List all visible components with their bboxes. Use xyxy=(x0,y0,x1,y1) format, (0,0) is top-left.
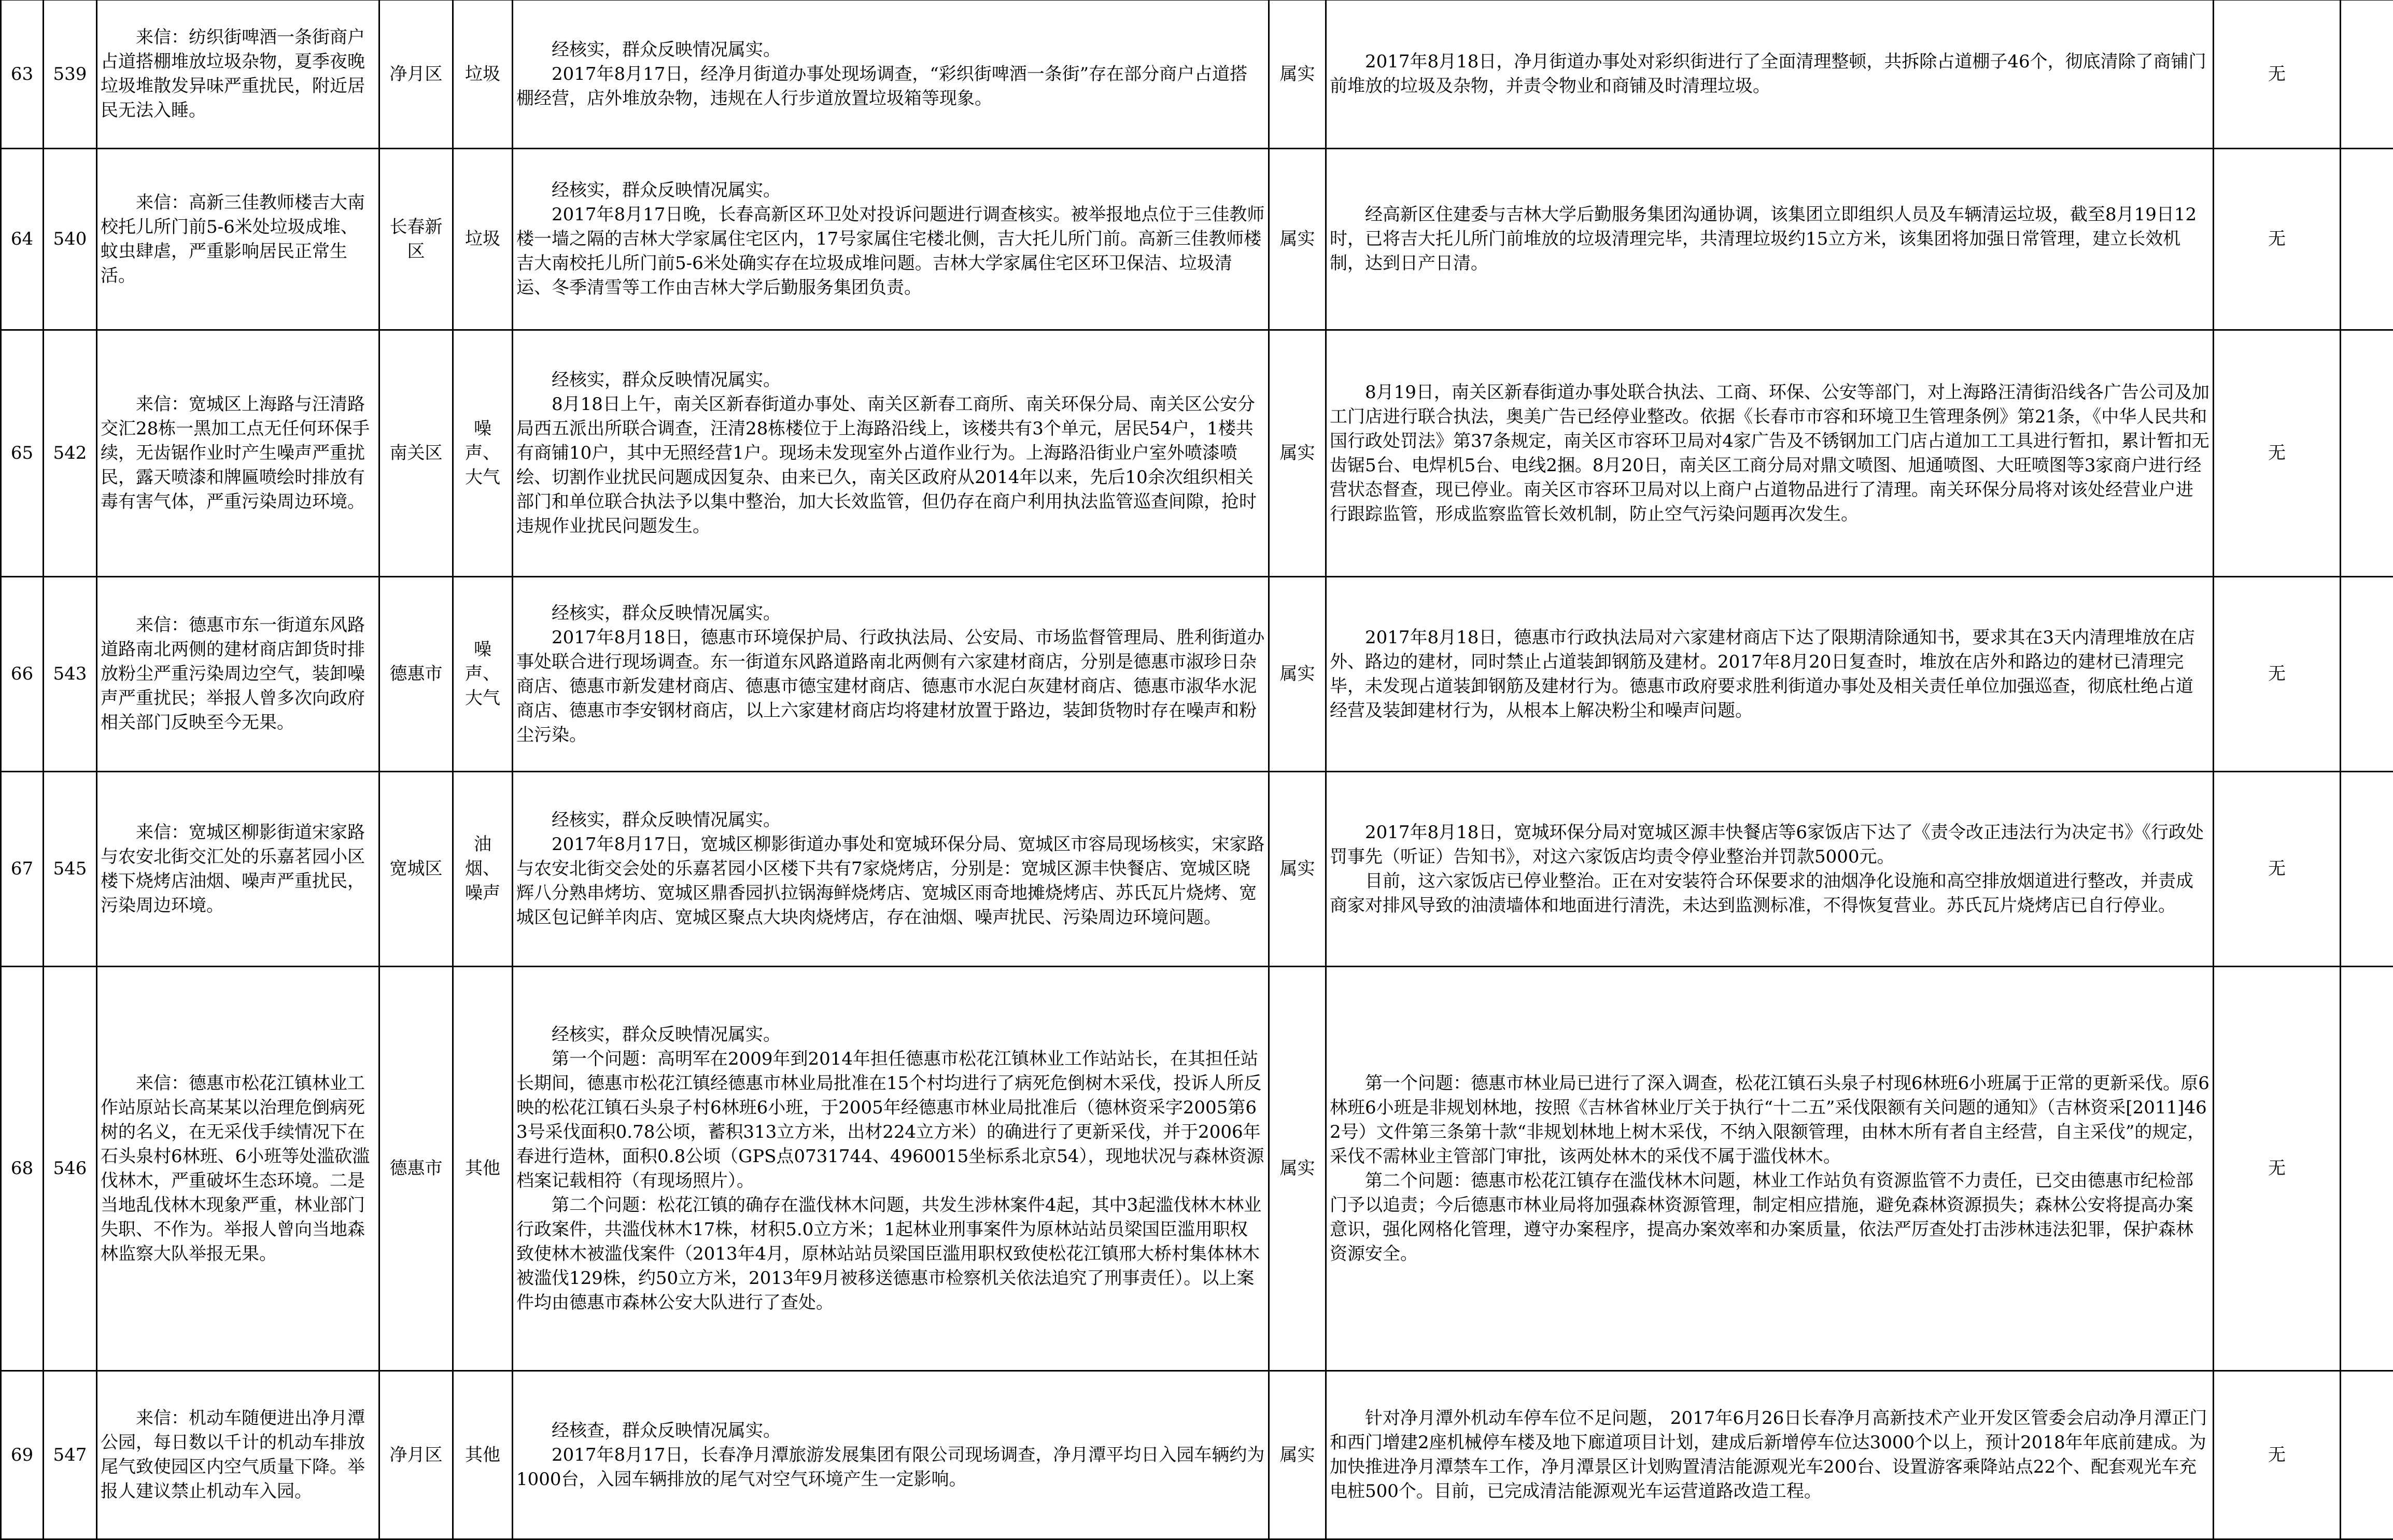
investigation-cell xyxy=(513,149,1269,330)
investigation-cell xyxy=(513,967,1269,1371)
investigation-cell xyxy=(513,1371,1269,1539)
category-cell: 噪声、大气 xyxy=(453,330,513,577)
handling-paragraph: 第二个问题：德惠市松花江镇存在滥伐林木问题，林业工作站负有资源监管不力责任，已交由德惠市纪检部门予以追责；今后德惠市林业局将加强森林资源管理，制定相应措施，避免森林资源损失；森林公安将提高办案意识，强化网格化管理，遵守办案程序，提高办案效率和办案质量，依法严厉查处打击涉林违法犯罪，保护森林资源安全。 xyxy=(1330,1169,2209,1266)
row-seq-cell: 63 xyxy=(1,0,44,149)
district-cell: 德惠市 xyxy=(379,967,453,1371)
complaint-text: 来信：宽城区柳影街道宋家路与农安北街交汇处的乐嘉茗园小区楼下烧烤店油烟、噪声严重扰民，污染周边环境。 xyxy=(101,821,375,918)
category-cell: 油烟、噪声 xyxy=(453,772,513,967)
handling-cell xyxy=(1326,577,2214,772)
district-cell: 净月区 xyxy=(379,1371,453,1539)
row-id-cell: 546 xyxy=(44,967,97,1371)
trailing-empty-cell xyxy=(2341,149,2393,330)
handling-cell xyxy=(1326,149,2214,330)
verdict-cell: 属实 xyxy=(1269,967,1326,1371)
complaint-text: 来信：高新三佳教师楼吉大南校托儿所门前5-6米处垃圾成堆、蚊虫肆虐，严重影响居民正常生活。 xyxy=(101,191,375,288)
row-seq-cell: 69 xyxy=(1,1371,44,1539)
accountability-cell: 无 xyxy=(2214,1371,2341,1539)
complaint-cell xyxy=(97,1371,379,1539)
investigation-paragraph: 第二个问题：松花江镇的确存在滥伐林木问题，共发生涉林案件4起，其中3起滥伐林木林业行政案件，共滥伐林木17株，材积5.0立方米；1起林业刑事案件为原林站站员梁国臣滥用职权致使林木被滥伐案件（2013年4月，原林站站员梁国臣滥用职权致使松花江镇邢大桥村集体林木被滥伐129株，约50立方米，2013年9月被移送德惠市检察机关依法追究了刑事责任）。以上案件均由德惠市森林公安大队进行了查处。 xyxy=(516,1193,1265,1315)
accountability-cell: 无 xyxy=(2214,577,2341,772)
verdict-cell: 属实 xyxy=(1269,0,1326,149)
investigation-cell xyxy=(513,772,1269,967)
accountability-cell: 无 xyxy=(2214,149,2341,330)
trailing-empty-cell xyxy=(2341,772,2393,967)
handling-paragraph: 经高新区住建委与吉林大学后勤服务集团沟通协调，该集团立即组织人员及车辆清运垃圾，截至8月19日12时，已将吉大托儿所门前堆放的垃圾清理完毕，共清理垃圾约15立方米，该集团将加强日常管理，建立长效机制，达到日产日清。 xyxy=(1330,203,2209,276)
district-cell: 德惠市 xyxy=(379,577,453,772)
table-row xyxy=(1,967,2393,1371)
row-id-cell: 540 xyxy=(44,149,97,330)
trailing-empty-cell xyxy=(2341,967,2393,1371)
investigation-paragraph: 第一个问题：高明军在2009年到2014年担任德惠市松花江镇林业工作站站长，在其担任站长期间，德惠市松花江镇经德惠市林业局批准在15个村均进行了病死危倒树木采伐，投诉人所反映的松花江镇石头泉子村6林班6小班，于2005年经德惠市林业局批准后（德林资采字2005第63号采伐面积0.78公顷，蓄积313立方米，出材224立方米）的确进行了更新采伐，并于2006年春进行造林，面积0.8公顷（GPS点0731744、4960015坐标系北京54），现地状况与森林资源档案记载相符（有现场照片）。 xyxy=(516,1047,1265,1193)
handling-paragraph: 2017年8月18日，净月街道办事处对彩织街进行了全面清理整顿，共拆除占道棚子46个，彻底清除了商铺门前堆放的垃圾及杂物，并责令物业和商铺及时清理垃圾。 xyxy=(1330,50,2209,98)
district-cell: 净月区 xyxy=(379,0,453,149)
row-seq-cell: 64 xyxy=(1,149,44,330)
complaint-text: 来信：德惠市松花江镇林业工作站原站长高某某以治理危倒病死树的名义，在无采伐手续情况下在石头泉村6林班、6小班等处滥砍滥伐林木，严重破坏生态环境。二是当地乱伐林木现象严重，林业部门失职、不作为。举报人曾向当地森林监察大队举报无果。 xyxy=(101,1071,375,1266)
complaint-text: 来信：宽城区上海路与汪清路交汇28栋一黑加工点无任何环保手续，无齿锯作业时产生噪声严重扰民，露天喷漆和牌匾喷绘时排放有毒有害气体，严重污染周边环境。 xyxy=(101,392,375,514)
row-id-cell: 542 xyxy=(44,330,97,577)
handling-cell xyxy=(1326,330,2214,577)
verdict-cell: 属实 xyxy=(1269,330,1326,577)
investigation-paragraph: 经核实，群众反映情况属实。 xyxy=(516,38,1265,62)
category-cell: 垃圾 xyxy=(453,149,513,330)
trailing-empty-cell xyxy=(2341,330,2393,577)
handling-cell xyxy=(1326,0,2214,149)
row-id-cell: 543 xyxy=(44,577,97,772)
investigation-paragraph: 经核实，群众反映情况属实。 xyxy=(516,1023,1265,1047)
investigation-cell xyxy=(513,577,1269,772)
investigation-paragraph: 2017年8月17日晚，长春高新区环卫处对投诉问题进行调查核实。被举报地点位于三佳教师楼一墙之隔的吉林大学家属住宅区内，17号家属住宅楼北侧，吉大托儿所门前。高新三佳教师楼吉大南校托儿所门前5-6米处确实存在垃圾成堆问题。吉林大学家属住宅区环卫保洁、垃圾清运、冬季清雪等工作由吉林大学后勤服务集团负责。 xyxy=(516,203,1265,300)
complaint-cell xyxy=(97,577,379,772)
district-cell: 南关区 xyxy=(379,330,453,577)
table-row xyxy=(1,577,2393,772)
category-cell: 噪声、大气 xyxy=(453,577,513,772)
investigation-paragraph: 经核实，群众反映情况属实。 xyxy=(516,808,1265,832)
verdict-cell: 属实 xyxy=(1269,577,1326,772)
handling-paragraph: 2017年8月18日，德惠市行政执法局对六家建材商店下达了限期清除通知书，要求其在3天内清理堆放在店外、路边的建材，同时禁止占道装卸钢筋及建材。2017年8月20日复查时，堆放在店外和路边的建材已清理完毕，未发现占道装卸钢筋及建材行为。德惠市政府要求胜利街道办事处及相关责任单位加强巡查，彻底杜绝占道经营及装卸建材行为，从根本上解决粉尘和噪声问题。 xyxy=(1330,626,2209,723)
investigation-cell xyxy=(513,330,1269,577)
complaint-cell xyxy=(97,149,379,330)
table-row xyxy=(1,772,2393,967)
district-cell: 长春新区 xyxy=(379,149,453,330)
row-seq-cell: 66 xyxy=(1,577,44,772)
table-row xyxy=(1,0,2393,149)
verdict-cell: 属实 xyxy=(1269,149,1326,330)
row-seq-cell: 65 xyxy=(1,330,44,577)
verdict-cell: 属实 xyxy=(1269,772,1326,967)
handling-cell xyxy=(1326,967,2214,1371)
complaint-text: 来信：纺织街啤酒一条街商户占道搭棚堆放垃圾杂物，夏季夜晚垃圾堆散发异味严重扰民，附近居民无法入睡。 xyxy=(101,25,375,123)
table-row xyxy=(1,149,2393,330)
complaint-cell xyxy=(97,967,379,1371)
accountability-cell: 无 xyxy=(2214,967,2341,1371)
trailing-empty-cell xyxy=(2341,577,2393,772)
investigation-paragraph: 经核实，群众反映情况属实。 xyxy=(516,178,1265,203)
row-seq-cell: 67 xyxy=(1,772,44,967)
accountability-cell: 无 xyxy=(2214,330,2341,577)
row-id-cell: 545 xyxy=(44,772,97,967)
complaint-text: 来信：机动车随便进出净月潭公园，每日数以千计的机动车排放尾气致使园区内空气质量下降。举报人建议禁止机动车入园。 xyxy=(101,1406,375,1504)
row-id-cell: 547 xyxy=(44,1371,97,1539)
accountability-cell: 无 xyxy=(2214,0,2341,149)
handling-cell xyxy=(1326,772,2214,967)
complaint-cell xyxy=(97,772,379,967)
investigation-paragraph: 经核实，群众反映情况属实。 xyxy=(516,368,1265,392)
category-cell: 其他 xyxy=(453,1371,513,1539)
investigation-paragraph: 2017年8月17日，经净月街道办事处现场调查，“彩织街啤酒一条街”存在部分商户占道搭棚经营，店外堆放杂物，违规在人行步道放置垃圾箱等现象。 xyxy=(516,62,1265,111)
trailing-empty-cell xyxy=(2341,0,2393,149)
investigation-paragraph: 2017年8月17日，宽城区柳影街道办事处和宽城环保分局、宽城区市容局现场核实，宋家路与农安北街交会处的乐嘉茗园小区楼下共有7家烧烤店，分别是：宽城区源丰快餐店、宽城区晓辉八分熟串烤坊、宽城区鼎香园扒拉锅海鲜烧烤店、宽城区雨奇地摊烧烤店、苏氏瓦片烧烤、宽城区包记鲜羊肉店、宽城区聚点大块肉烧烤店，存在油烟、噪声扰民、污染周边环境问题。 xyxy=(516,832,1265,930)
complaint-cell xyxy=(97,0,379,149)
investigation-paragraph: 2017年8月17日，长春净月潭旅游发展集团有限公司现场调查，净月潭平均日入园车辆约为1000台，入园车辆排放的尾气对空气环境产生一定影响。 xyxy=(516,1443,1265,1492)
category-cell: 其他 xyxy=(453,967,513,1371)
accountability-cell: 无 xyxy=(2214,772,2341,967)
handling-paragraph: 第一个问题：德惠市林业局已进行了深入调查，松花江镇石头泉子村现6林班6小班属于正常的更新采伐。原6林班6小班是非规划林地，按照《吉林省林业厅关于执行“十二五”采伐限额有关问题的通知》（吉林资采[2011]462号）文件第三条第十款“非规划林地上树木采伐，不纳入限额管理，由林木所有者自主经营，自主采伐”的规定，采伐不需林业主管部门审批，该两处林木的采伐不属于滥伐林木。 xyxy=(1330,1071,2209,1169)
district-cell: 宽城区 xyxy=(379,772,453,967)
investigation-paragraph: 2017年8月18日，德惠市环境保护局、行政执法局、公安局、市场监督管理局、胜利街道办事处联合进行现场调查。东一街道东风路道路南北两侧有六家建材商店，分别是德惠市淑珍日杂商店、德惠市新发建材商店、德惠市德宝建材商店、德惠市水泥白灰建材商店、德惠市淑华水泥商店、德惠市李安钢材商店，以上六家建材商店均将建材放置于路边，装卸货物时存在噪声和粉尘污染。 xyxy=(516,626,1265,747)
complaint-cell xyxy=(97,330,379,577)
investigation-paragraph: 经核实，群众反映情况属实。 xyxy=(516,601,1265,626)
complaint-text: 来信：德惠市东一街道东风路道路南北两侧的建材商店卸货时排放粉尘严重污染周边空气，装卸噪声严重扰民；举报人曾多次向政府相关部门反映至今无果。 xyxy=(101,613,375,735)
investigation-paragraph: 8月18日上午，南关区新春街道办事处、南关区新春工商所、南关环保分局、南关区公安分局西五派出所联合调查，汪清28栋楼位于上海路沿线上，该楼共有3个单元，居民54户，1楼共有商铺10户，其中无照经营1户。现场未发现室外占道作业行为。上海路沿街业户室外喷漆喷绘、切割作业扰民问题成因复杂、由来已久，南关区政府从2014年以来，先后10余次组织相关部门和单位联合执法予以集中整治，加大长效监管，但仍存在商户利用执法监管巡查间隙，抢时违规作业扰民问题发生。 xyxy=(516,392,1265,539)
handling-paragraph: 8月19日，南关区新春街道办事处联合执法、工商、环保、公安等部门，对上海路汪清街沿线各广告公司及加工门店进行联合执法，奥美广告已经停业整改。依据《长春市市容和环境卫生管理条例》第21条，《中华人民共和国行政处罚法》第37条规定，南关区市容环卫局对4家广告及不锈钢加工门店占道加工工具进行暂扣，累计暂扣无齿锯5台、电焊机5台、电线2捆。8月20日，南关区工商分局对鼎文喷图、旭通喷图、大旺喷图等3家商户进行经营状态督查，现已停业。南关区市容环卫局对以上商户占道物品进行了清理。南关环保分局将对该处经营业户进行跟踪监管，形成监察监管长效机制，防止空气污染问题再次发生。 xyxy=(1330,380,2209,527)
row-id-cell: 539 xyxy=(44,0,97,149)
trailing-empty-cell xyxy=(2341,1371,2393,1539)
table-row xyxy=(1,1371,2393,1539)
table-row xyxy=(1,330,2393,577)
handling-paragraph: 2017年8月18日，宽城环保分局对宽城区源丰快餐店等6家饭店下达了《责令改正违法行为决定书》《行政处罚事先（听证）告知书》，对这六家饭店均责令停业整治并罚款5000元。 xyxy=(1330,821,2209,869)
investigation-cell xyxy=(513,0,1269,149)
handling-cell xyxy=(1326,1371,2214,1539)
verdict-cell: 属实 xyxy=(1269,1371,1326,1539)
handling-paragraph: 目前，这六家饭店已停业整治。正在对安装符合环保要求的油烟净化设施和高空排放烟道进行整改，并责成商家对排风导致的油渍墙体和地面进行清洗，未达到监测标准，不得恢复营业。苏氏瓦片烧烤店已自行停业。 xyxy=(1330,869,2209,918)
row-seq-cell: 68 xyxy=(1,967,44,1371)
handling-paragraph: 针对净月潭外机动车停车位不足问题， 2017年6月26日长春净月高新技术产业开发区管委会启动净月潭正门和西门增建2座机械停车楼及地下廊道项目计划，建成后新增停车位达3000个以上，预计2018年年底前建成。为加快推进净月潭禁车工作，净月潭景区计划购置清洁能源观光车200台、设置游客乘降站点22个、配套观光车充电桩500个。目前，已完成清洁能源观光车运营道路改造工程。 xyxy=(1330,1406,2209,1504)
category-cell: 垃圾 xyxy=(453,0,513,149)
investigation-paragraph: 经核查，群众反映情况属实。 xyxy=(516,1419,1265,1443)
